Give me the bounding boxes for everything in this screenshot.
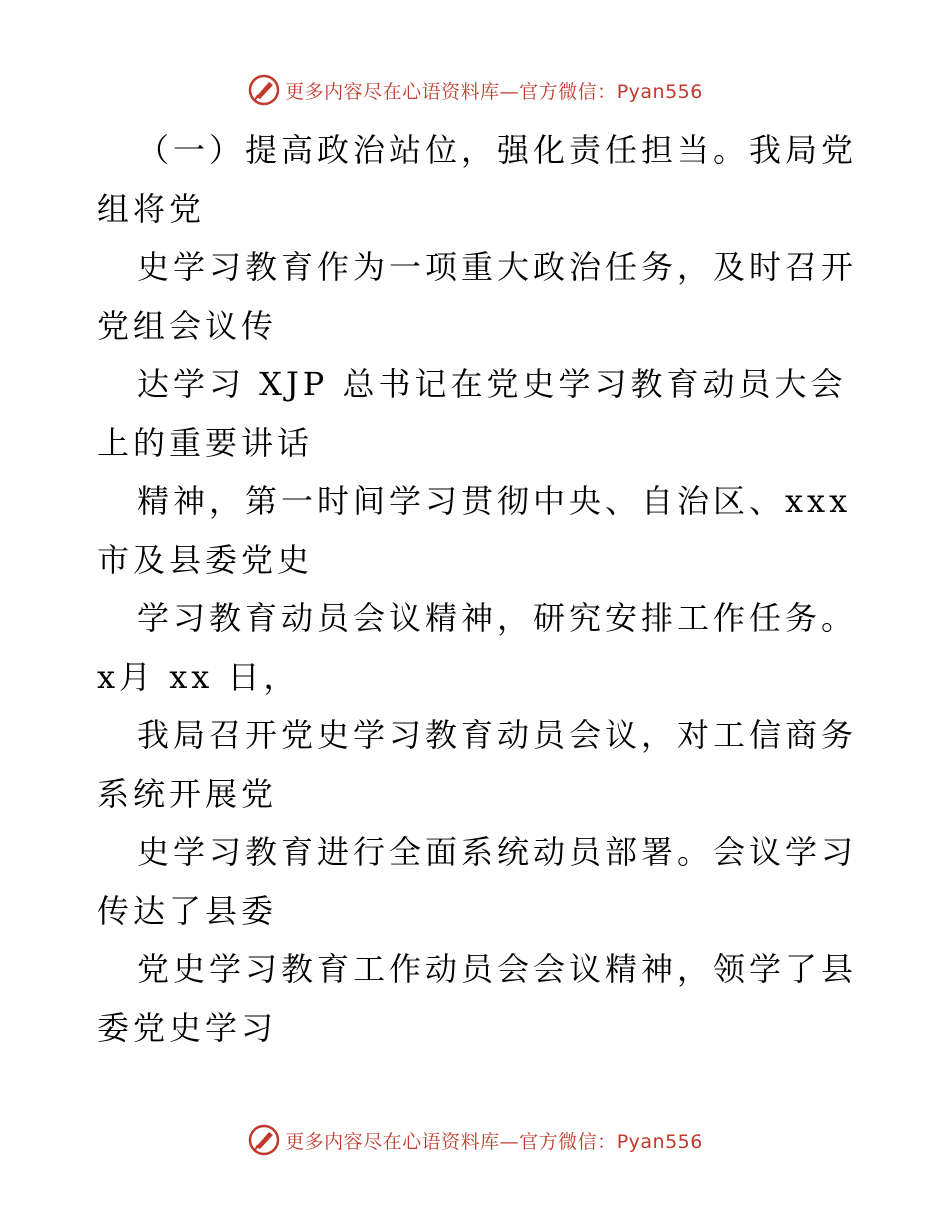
quill-logo-icon: [247, 1123, 281, 1157]
paragraph-7: 史学习教育进行全面系统动员部署。会议学习传达了县委: [97, 833, 858, 930]
paragraph-1: （一）提高政治站位，强化责任担当。我局党组将党: [97, 131, 858, 228]
footer-watermark: [0, 1120, 950, 1160]
watermark-wechat-label: 官方微信：: [519, 80, 617, 103]
watermark-text: 更多内容尽在心语资料库—: [285, 1130, 520, 1153]
watermark-wechat-id: Pyan556: [616, 80, 703, 103]
document-body: [97, 121, 857, 1057]
watermark-wechat-label: 官方微信：: [519, 1130, 617, 1153]
paragraph-3: 达学习 XJP 总书记在党史学习教育动员大会上的重要讲话: [97, 365, 847, 462]
paragraph-5: 学习教育动员会议精神，研究安排工作任务。x月 xx 日，: [97, 599, 858, 696]
watermark-wechat-id: Pyan556: [616, 1130, 703, 1153]
header-watermark: [0, 70, 950, 110]
paragraph-2: 史学习教育作为一项重大政治任务，及时召开党组会议传: [97, 248, 858, 345]
paragraph-8: 党史学习教育工作动员会会议精神，领学了县委党史学习: [97, 950, 858, 1047]
paragraph-6: 我局召开党史学习教育动员会议，对工信商务系统开展党: [97, 716, 858, 813]
watermark-text: 更多内容尽在心语资料库—: [285, 80, 520, 103]
quill-logo-icon: [247, 73, 281, 107]
paragraph-4: 精神，第一时间学习贯彻中央、自治区、xxx 市及县委党史: [97, 482, 852, 579]
